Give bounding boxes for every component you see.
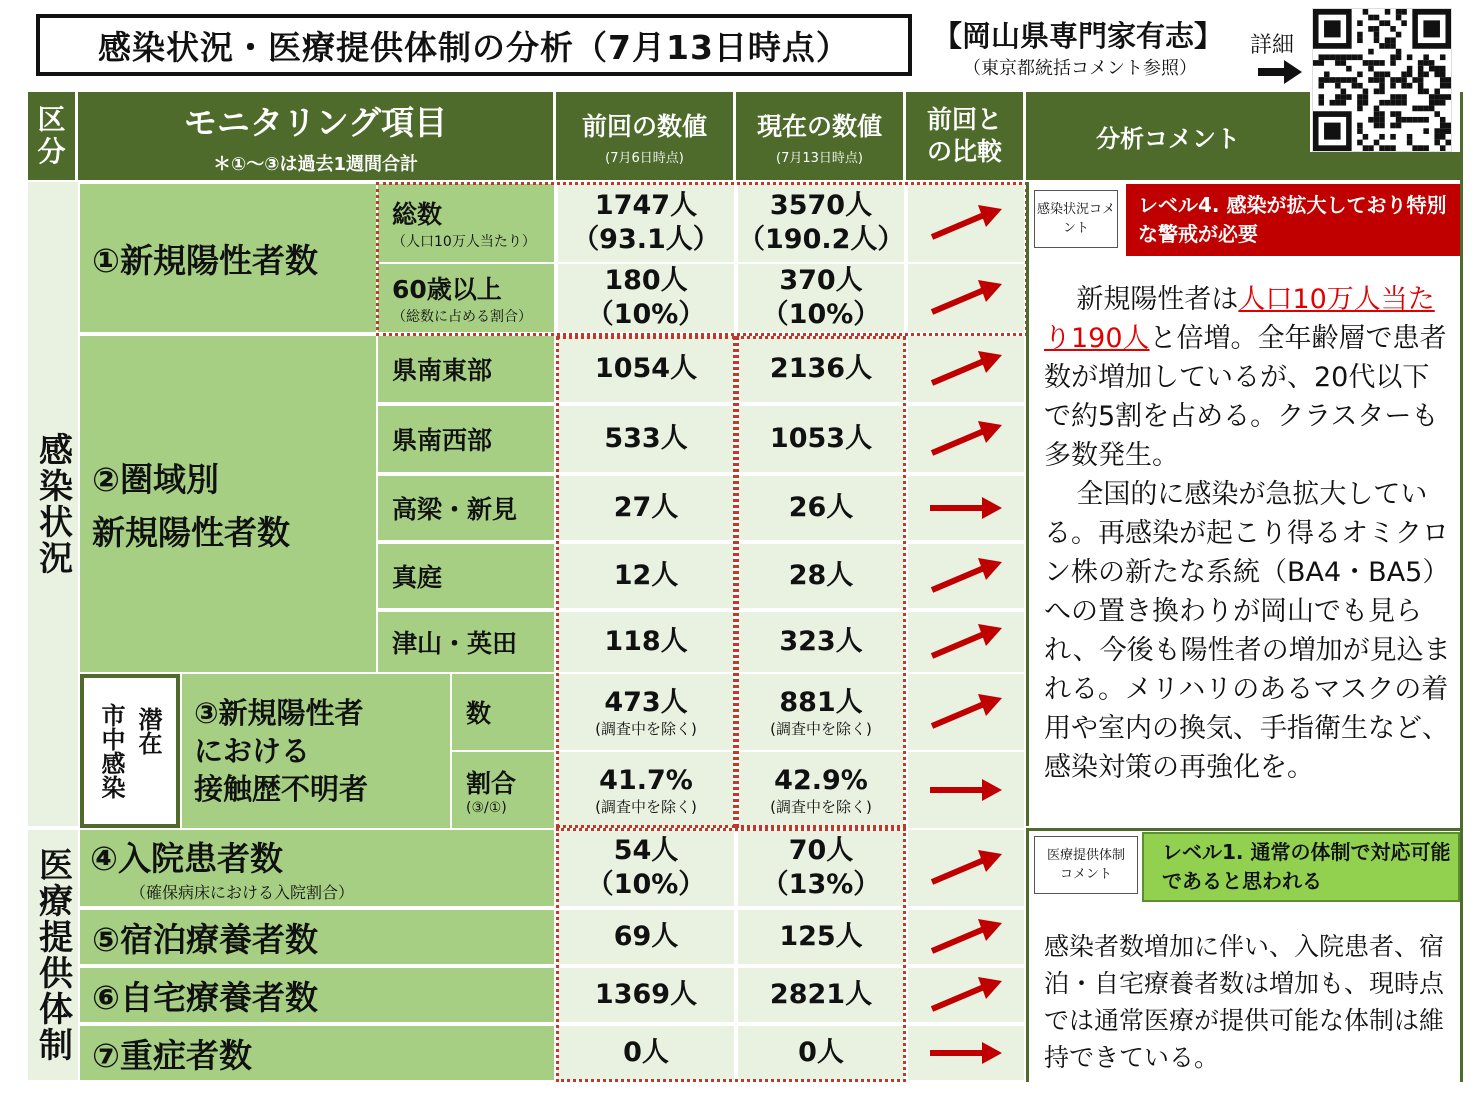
- item-region-line1: ②圏域別: [92, 460, 219, 499]
- comparison-cell: [908, 336, 1024, 402]
- value-current-over60-main: 370人: [779, 265, 863, 297]
- value-prev-unknown-ratio-note: (調査中を除く): [595, 797, 697, 816]
- comment-p1-highlight: 人口10万人当たり190人: [1044, 284, 1435, 354]
- region-current-value: 26人: [738, 476, 904, 540]
- value-current-unknown-count-main: 881人: [779, 686, 863, 718]
- sub-count: [452, 674, 554, 750]
- item-new-positives-label: ①新規陽性者数: [92, 240, 318, 280]
- infection-comment-label: 感染状況コメント: [1034, 190, 1118, 248]
- latent-community-word: 市中感染: [97, 703, 125, 799]
- region-current-value: 28人: [738, 544, 904, 608]
- sub-over60-label: 60歳以上: [392, 275, 502, 304]
- value-current-hospitalized-main: 70人: [788, 835, 854, 867]
- comparison-cell: [908, 544, 1024, 608]
- sub-ratio-label: 割合: [466, 769, 517, 798]
- region-name: 県南東部: [378, 336, 554, 402]
- value-prev-unknown-ratio-main: 41.7%: [599, 764, 693, 796]
- arrow-right-icon: [926, 770, 1006, 810]
- value-prev-hospitalized-sub: （10%）: [586, 869, 706, 900]
- right-border: [1460, 92, 1463, 1082]
- value-prev-over60-main: 180人: [604, 265, 688, 297]
- arrow-up-right-icon: [926, 692, 1006, 732]
- region-current-value: 323人: [738, 612, 904, 672]
- header-prev-label: 前回の数値: [581, 111, 707, 141]
- sub-over60-note: （総数に占める割合）: [392, 309, 532, 325]
- header-compare: [906, 92, 1026, 180]
- sub-ratio-note: (③/①): [466, 800, 507, 816]
- header-compare-label: 前回との比較: [926, 105, 1002, 166]
- region-prev-value: 27人: [558, 476, 734, 540]
- sub-count-label: 数: [466, 699, 492, 728]
- comparison-cell: [908, 612, 1024, 672]
- item-hospitalized: [80, 830, 554, 906]
- region-prev-value: 12人: [558, 544, 734, 608]
- highlight-frame-current: [736, 336, 906, 828]
- item-region-positives: [80, 336, 376, 672]
- region-prev-value: 533人: [558, 406, 734, 472]
- header-comment-tail: [1310, 152, 1460, 180]
- item-new-positives: [80, 184, 376, 332]
- value-prev-total-main: 1747人: [594, 190, 698, 222]
- value-prev-unknown-count-note: (調査中を除く): [595, 719, 697, 738]
- header-item-label: モニタリング項目: [183, 102, 448, 142]
- item-unknown-line2: における: [194, 734, 311, 768]
- value-current-over60-sub: （10%）: [761, 299, 881, 330]
- header-comment: [1026, 92, 1310, 180]
- value-current-home-care-main: 2821人: [769, 979, 873, 1011]
- page-title: 感染状況・医療提供体制の分析（7月13日時点）: [36, 14, 912, 76]
- medical-comment-label: 医療提供体制コメント: [1034, 836, 1138, 894]
- latent-word: 潜在: [134, 707, 162, 755]
- header-current-label: 現在の数値: [756, 111, 882, 141]
- header-item: [78, 92, 556, 180]
- comparison-cell: [908, 830, 1024, 906]
- item-hospitalized-note: （確保病床における入院割合）: [130, 883, 355, 902]
- arrow-up-right-icon: [926, 917, 1006, 957]
- comparison-cell: [908, 476, 1024, 540]
- value-current-unknown-ratio-note: (調査中を除く): [770, 797, 872, 816]
- arrow-up-right-icon: [926, 349, 1006, 389]
- comparison-cell: [908, 406, 1024, 472]
- header-current: [736, 92, 906, 180]
- region-prev-value: 1054人: [558, 336, 734, 402]
- value-current-severe-main: 0人: [798, 1037, 844, 1069]
- value-current-hospitalized-sub: （13%）: [761, 869, 881, 900]
- arrow-right-icon: [926, 488, 1006, 528]
- header-current-note: (7月13日時点): [776, 150, 863, 166]
- category-infection: 感染状況: [28, 182, 78, 826]
- value-prev-home-care-main: 1369人: [594, 979, 698, 1011]
- organization-note: （東京都統括コメント参照）: [963, 58, 1197, 79]
- detail-label: 詳細: [1249, 33, 1294, 58]
- value-prev-hotel-care-main: 69人: [613, 921, 679, 953]
- infection-level-badge: レベル4. 感染が拡大しており特別な警戒が必要: [1126, 184, 1462, 256]
- header-comment-label: 分析コメント: [1096, 124, 1240, 153]
- comment-p2: 全国的に感染が急拡大している。再感染が起こり得るオミクロン株の新たな系統（BA4・BA5）への置き換わりが岡山でも見られ、今後も陽性者の増加が見込まれる。メリハリのあるマスクの着用や室内の換気、手指衛生など、感染対策の再強化を。: [1044, 479, 1451, 783]
- item-unknown-line1: ③新規陽性者: [194, 696, 364, 730]
- highlight-frame-prev: [556, 336, 736, 828]
- sub-total-note: （人口10万人当たり）: [392, 234, 536, 250]
- value-prev-unknown-count-main: 473人: [604, 686, 688, 718]
- value-current-unknown-count-note: (調査中を除く): [770, 719, 872, 738]
- sub-total-label: 総数: [392, 200, 443, 229]
- comment-p1-pre: 新規陽性者は: [1076, 284, 1239, 315]
- arrow-up-right-icon: [926, 848, 1006, 888]
- comparison-cell: [908, 910, 1024, 964]
- arrow-up-right-icon: [926, 556, 1006, 596]
- item-unknown-line3: 接触歴不明者: [194, 772, 369, 806]
- value-current-unknown-ratio-main: 42.9%: [774, 764, 868, 796]
- highlight-frame-new-positives: [376, 182, 1028, 336]
- value-prev-total-sub: （93.1人）: [572, 224, 720, 255]
- item-region-line2: 新規陽性者数: [92, 513, 290, 552]
- sub-ratio: [452, 752, 554, 828]
- region-name: 津山・英田: [378, 612, 554, 672]
- value-current-hotel-care-main: 125人: [779, 921, 863, 953]
- arrow-up-right-icon: [926, 975, 1006, 1015]
- comparison-cell: [908, 752, 1024, 828]
- item-severe-label: ⑦重症者数: [92, 1035, 252, 1075]
- medical-comment-text: 感染者数増加に伴い、入院患者、宿泊・自宅療養者数は増加も、現時点では通常医療が提供可能な体制は維持できている。: [1030, 928, 1462, 1078]
- value-current-total-main: 3570人: [769, 190, 873, 222]
- comparison-cell: [908, 968, 1024, 1022]
- latent-community-label: [84, 678, 176, 824]
- region-name: 高梁・新見: [378, 476, 554, 540]
- region-current-value: 2136人: [738, 336, 904, 402]
- region-current-value: 1053人: [738, 406, 904, 472]
- medical-level-badge: レベル1. 通常の体制で対応可能であると思われる: [1142, 832, 1460, 902]
- header-item-note: ＊①～③は過去1週間合計: [212, 153, 418, 175]
- comment-p1-post: と倍増。全年齢層で患者数が増加しているが、20代以下で約5割を占める。クラスターも多数発生。: [1044, 323, 1447, 471]
- item-home-care: [80, 968, 554, 1022]
- item-hotel-care-label: ⑤宿泊療養者数: [92, 919, 318, 959]
- region-name: 真庭: [378, 544, 554, 608]
- header-prev-note: (7月6日時点): [605, 150, 684, 166]
- region-prev-value: 118人: [558, 612, 734, 672]
- value-current-total-sub: （190.2人）: [738, 224, 905, 255]
- arrow-right-icon: [1258, 60, 1302, 84]
- arrow-right-icon: [926, 1033, 1006, 1073]
- category-medical: 医療提供体制: [28, 830, 78, 1080]
- highlight-frame-medical: [556, 828, 906, 1082]
- item-unknown-contact: [182, 674, 450, 828]
- comparison-cell: [908, 1026, 1024, 1080]
- region-name: 県南西部: [378, 406, 554, 472]
- organization-name: 【岡山県専門家有志】: [932, 19, 1223, 53]
- value-prev-hospitalized-main: 54人: [613, 835, 679, 867]
- value-prev-over60-sub: （10%）: [586, 299, 706, 330]
- header-prev: [556, 92, 736, 180]
- item-home-care-label: ⑥自宅療養者数: [92, 977, 318, 1017]
- header-category-label: 区分: [37, 103, 66, 168]
- value-prev-severe-main: 0人: [623, 1037, 669, 1069]
- arrow-up-right-icon: [926, 419, 1006, 459]
- arrow-up-right-icon: [926, 622, 1006, 662]
- comparison-cell: [908, 674, 1024, 750]
- item-hotel-care: [80, 910, 554, 964]
- item-severe: [80, 1026, 554, 1080]
- item-hospitalized-label: ④入院患者数: [90, 839, 283, 878]
- qr-code-icon[interactable]: [1312, 8, 1452, 152]
- infection-comment-text: [1030, 280, 1462, 824]
- header-category: [28, 92, 78, 180]
